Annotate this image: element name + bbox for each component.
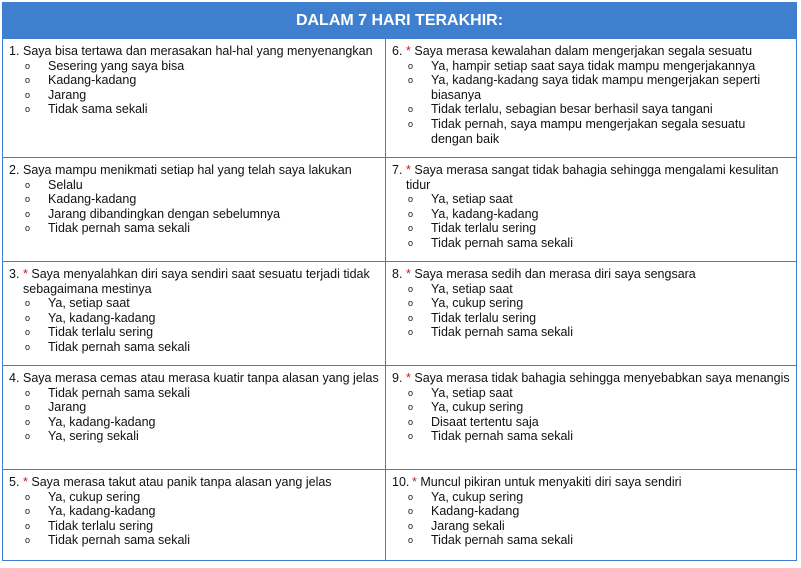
question-text-wrap: [23, 44, 379, 59]
question-text: Saya mampu menikmati setiap hal yang telah saya lakukan: [23, 163, 352, 177]
required-marker: *: [412, 475, 417, 489]
question-text-wrap: [23, 371, 379, 386]
answer-option-label: Ya, setiap saat: [431, 192, 513, 207]
bullet-icon: o: [408, 312, 414, 323]
answer-option-label: Ya, kadang-kadang: [48, 310, 156, 325]
bullet-icon: o: [25, 60, 31, 71]
answer-option-label: Kadang-kadang: [48, 192, 137, 207]
bullet-icon: o: [25, 208, 31, 219]
answer-option-label: Jarang sekali: [431, 518, 505, 533]
required-marker: *: [406, 44, 411, 58]
bullet-icon: o: [25, 312, 31, 323]
answer-option: [25, 88, 379, 103]
question-heading: [392, 475, 790, 490]
question-text-wrap: [406, 371, 790, 386]
answer-option-label: Tidak terlalu sering: [48, 325, 154, 340]
answer-option-label: Tidak pernah sama sekali: [431, 533, 573, 548]
answer-option-label: Ya, cukup sering: [431, 296, 524, 311]
question-cell: [3, 262, 386, 366]
bullet-icon: o: [408, 118, 414, 129]
answer-option: [408, 282, 790, 297]
answer-option-label: Tidak pernah sama sekali: [48, 339, 190, 354]
question-cell: [386, 366, 797, 470]
answer-option: [408, 325, 790, 340]
answer-option: [25, 490, 379, 505]
answer-option-label: Ya, hampir setiap saat saya tidak mampu mengerjakannya: [431, 58, 756, 73]
answer-option-label: Tidak pernah sama sekali: [48, 385, 190, 400]
bullet-icon: o: [408, 75, 414, 86]
question-number: 5.: [9, 475, 20, 489]
answer-option: [25, 533, 379, 548]
answer-option-label: Ya, cukup sering: [48, 489, 141, 504]
question-heading: [9, 371, 379, 386]
question-number: 10.: [392, 475, 410, 489]
answer-option-label: Tidak terlalu sering: [431, 221, 537, 236]
question-text-wrap: [23, 475, 379, 490]
answer-option-label: Ya, cukup sering: [431, 400, 524, 415]
answer-option: [408, 236, 790, 251]
answer-options: [392, 59, 790, 147]
answer-option: [25, 102, 379, 117]
answer-option-label: Disaat tertentu saja: [431, 414, 539, 429]
table-row: [3, 366, 797, 470]
bullet-icon: o: [25, 387, 31, 398]
bullet-icon: o: [408, 283, 414, 294]
answer-option: [408, 73, 790, 102]
table-row: [3, 39, 797, 158]
bullet-icon: o: [408, 431, 414, 442]
question-text: Saya merasa cemas atau merasa kuatir tanpa alasan yang jelas: [23, 371, 379, 385]
question-text: Saya bisa tertawa dan merasakan hal-hal yang menyenangkan: [23, 44, 373, 58]
question-text: Saya merasa tidak bahagia sehingga menyebabkan saya menangis: [414, 371, 790, 385]
answer-option: [408, 102, 790, 117]
bullet-icon: o: [408, 60, 414, 71]
answer-options: [392, 192, 790, 250]
required-marker: *: [406, 267, 411, 281]
answer-options: [392, 490, 790, 548]
answer-option: [25, 415, 379, 430]
required-marker: *: [23, 267, 28, 281]
bullet-icon: o: [25, 89, 31, 100]
question-text-wrap: [412, 475, 790, 490]
question-heading: [9, 475, 379, 490]
answer-option-label: Kadang-kadang: [48, 73, 137, 88]
answer-option-label: Ya, cukup sering: [431, 489, 524, 504]
question-heading: [9, 163, 379, 178]
answer-option: [408, 221, 790, 236]
answer-option: [25, 400, 379, 415]
question-number: 1.: [9, 44, 20, 58]
question-number: 2.: [9, 163, 20, 177]
question-text: Saya merasa sedih dan merasa diri saya sengsara: [414, 267, 696, 281]
answer-option-label: Ya, kadang-kadang: [48, 414, 156, 429]
answer-options: [392, 282, 790, 340]
answer-option-label: Tidak terlalu, sebagian besar berhasil saya tangani: [431, 102, 713, 117]
answer-option-label: Tidak pernah sama sekali: [431, 235, 573, 250]
question-cell: [386, 470, 797, 561]
answer-option-label: Ya, kadang-kadang: [48, 504, 156, 519]
answer-options: [9, 490, 379, 548]
answer-option-label: Tidak terlalu sering: [431, 310, 537, 325]
bullet-icon: o: [408, 402, 414, 413]
answer-option: [25, 296, 379, 311]
answer-options: [9, 59, 379, 117]
question-text-wrap: [23, 267, 379, 296]
question-text-wrap: [406, 44, 790, 59]
answer-option-label: Selalu: [48, 177, 83, 192]
bullet-icon: o: [25, 179, 31, 190]
answer-option: [408, 311, 790, 326]
bullet-icon: o: [25, 416, 31, 427]
answer-option: [25, 325, 379, 340]
question-heading: [9, 44, 379, 59]
bullet-icon: o: [25, 341, 31, 352]
question-number: 9.: [392, 371, 403, 385]
bullet-icon: o: [408, 104, 414, 115]
table-row: [3, 158, 797, 262]
bullet-icon: o: [25, 535, 31, 546]
answer-option-label: Tidak sama sekali: [48, 102, 148, 117]
bullet-icon: o: [408, 298, 414, 309]
bullet-icon: o: [408, 520, 414, 531]
bullet-icon: o: [408, 223, 414, 234]
answer-option: [25, 429, 379, 444]
answer-option-label: Ya, sering sekali: [48, 429, 139, 444]
bullet-icon: o: [408, 535, 414, 546]
answer-option: [408, 504, 790, 519]
answer-option: [408, 117, 790, 146]
answer-option: [25, 73, 379, 88]
answer-option-label: Tidak pernah, saya mampu mengerjakan segala sesuatu dengan baik: [431, 116, 746, 146]
question-cell: [3, 366, 386, 470]
required-marker: *: [406, 163, 411, 177]
question-heading: [392, 371, 790, 386]
answer-option-label: Tidak terlalu sering: [48, 518, 154, 533]
answer-option: [408, 192, 790, 207]
bullet-icon: o: [25, 298, 31, 309]
bullet-icon: o: [408, 208, 414, 219]
question-number: 3.: [9, 267, 20, 281]
bullet-icon: o: [25, 104, 31, 115]
answer-option: [25, 59, 379, 74]
question-cell: [386, 39, 797, 158]
question-cell: [386, 262, 797, 366]
bullet-icon: o: [25, 520, 31, 531]
answer-options: [9, 386, 379, 444]
answer-option-label: Tidak pernah sama sekali: [431, 325, 573, 340]
question-number: 6.: [392, 44, 403, 58]
answer-option-label: Sesering yang saya bisa: [48, 58, 185, 73]
bullet-icon: o: [408, 237, 414, 248]
bullet-icon: o: [25, 506, 31, 517]
questionnaire-sheet: [2, 2, 797, 561]
question-number: 7.: [392, 163, 403, 177]
answer-option: [408, 415, 790, 430]
bullet-icon: o: [25, 431, 31, 442]
question-text: Saya merasa sangat tidak bahagia sehingga mengalami kesulitan tidur: [406, 163, 779, 192]
question-text-wrap: [406, 267, 790, 282]
answer-option: [25, 519, 379, 534]
answer-option: [408, 296, 790, 311]
answer-option: [25, 386, 379, 401]
answer-option-label: Kadang-kadang: [431, 504, 520, 519]
answer-option: [408, 59, 790, 74]
answer-option: [408, 386, 790, 401]
bullet-icon: o: [25, 491, 31, 502]
question-text: Saya menyalahkan diri saya sendiri saat sesuatu terjadi tidak sebagaimana mestinya: [23, 267, 370, 296]
answer-option: [408, 429, 790, 444]
answer-option: [25, 207, 379, 222]
question-cell: [3, 470, 386, 561]
question-text-wrap: [23, 163, 379, 178]
answer-option-label: Tidak pernah sama sekali: [48, 533, 190, 548]
question-text-wrap: [406, 163, 790, 192]
answer-option-label: Tidak pernah sama sekali: [431, 429, 573, 444]
answer-option: [25, 178, 379, 193]
question-number: 4.: [9, 371, 20, 385]
bullet-icon: o: [408, 327, 414, 338]
answer-option-label: Ya, kadang-kadang saya tidak mampu mengerjakan seperti biasanya: [431, 73, 761, 102]
question-cell: [3, 158, 386, 262]
answer-option: [408, 519, 790, 534]
answer-options: [9, 296, 379, 354]
table-row: [3, 470, 797, 561]
answer-option-label: Ya, setiap saat: [431, 281, 513, 296]
question-heading: [392, 267, 790, 282]
answer-option-label: Jarang: [48, 400, 87, 415]
answer-option-label: Ya, setiap saat: [431, 385, 513, 400]
question-cell: [3, 39, 386, 158]
answer-options: [392, 386, 790, 444]
answer-option: [408, 490, 790, 505]
question-text: Saya merasa kewalahan dalam mengerjakan segala sesuatu: [414, 44, 753, 58]
bullet-icon: o: [408, 491, 414, 502]
question-number: 8.: [392, 267, 403, 281]
bullet-icon: o: [408, 194, 414, 205]
table-row: [3, 262, 797, 366]
bullet-icon: o: [408, 416, 414, 427]
question-heading: [392, 44, 790, 59]
answer-option: [25, 192, 379, 207]
answer-option-label: Jarang dibandingkan dengan sebelumnya: [48, 206, 281, 221]
bullet-icon: o: [25, 194, 31, 205]
required-marker: *: [23, 475, 28, 489]
answer-option: [408, 207, 790, 222]
answer-option: [25, 311, 379, 326]
bullet-icon: o: [25, 223, 31, 234]
answer-option: [25, 504, 379, 519]
bullet-icon: o: [25, 402, 31, 413]
bullet-icon: o: [408, 387, 414, 398]
bullet-icon: o: [25, 327, 31, 338]
page-title: DALAM 7 HARI TERAKHIR:: [2, 2, 797, 38]
question-table: [2, 38, 797, 561]
question-heading: [392, 163, 790, 192]
answer-option-label: Jarang: [48, 87, 87, 102]
answer-option: [25, 221, 379, 236]
question-heading: [9, 267, 379, 296]
answer-option: [408, 533, 790, 548]
question-text: Saya merasa takut atau panik tanpa alasan yang jelas: [31, 475, 332, 489]
question-cell: [386, 158, 797, 262]
answer-option: [25, 340, 379, 355]
answer-option-label: Ya, kadang-kadang: [431, 206, 539, 221]
answer-option-label: Tidak pernah sama sekali: [48, 221, 190, 236]
question-text: Muncul pikiran untuk menyakiti diri saya sendiri: [420, 475, 682, 489]
bullet-icon: o: [408, 506, 414, 517]
required-marker: *: [406, 371, 411, 385]
bullet-icon: o: [25, 75, 31, 86]
answer-option-label: Ya, setiap saat: [48, 296, 130, 311]
answer-options: [9, 178, 379, 236]
answer-option: [408, 400, 790, 415]
